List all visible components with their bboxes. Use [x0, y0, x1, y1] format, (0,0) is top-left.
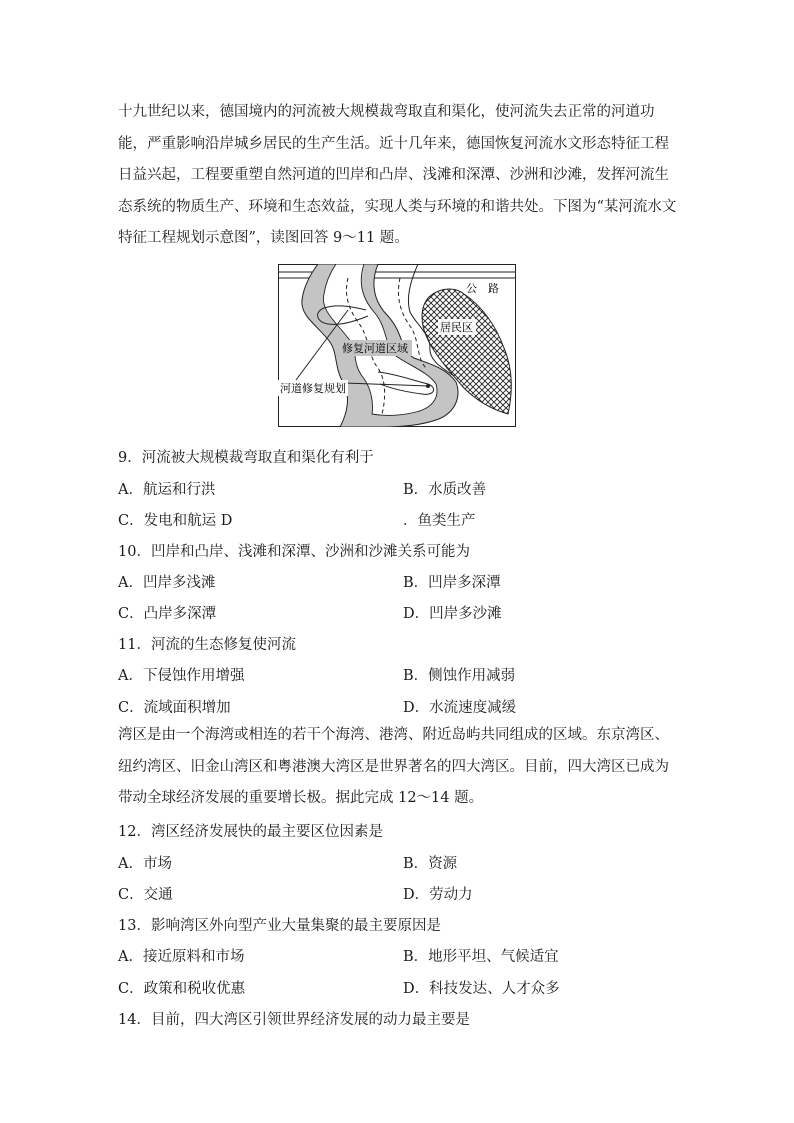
- passage-river: 十九世纪以来，德国境内的河流被大规模裁弯取直和渠化，使河流失去正常的河道功能，严重影响沿岸城乡居民的生产生活。近十几年来，德国恢复河流水文形态特征工程日益兴起，工程要重塑自然河道的凹岸和凸岸、浅滩和深潭、沙洲和沙滩，发挥河流生态系统的物质生产、环境和生态效益，实现人类与环境的和谐共处。下图为“某河流水文特征工程规划示意图”，读图回答 9～11 题。: [118, 104, 677, 246]
- q12-option-b[interactable]: B．资源: [403, 856, 458, 872]
- q12-option-d[interactable]: D．劳动力: [403, 887, 473, 903]
- q9-option-b[interactable]: B．水质改善: [403, 482, 487, 498]
- q9-option-d[interactable]: ．鱼类生产: [403, 513, 476, 529]
- q11-option-c[interactable]: C．流域面积增加: [118, 700, 231, 716]
- q9-option-c[interactable]: C．发电和航运 D: [118, 513, 233, 529]
- q11-option-a[interactable]: A．下侵蚀作用增强: [118, 668, 245, 684]
- q13-option-b[interactable]: B．地形平坦、气候适宜: [403, 949, 559, 965]
- question-10: 10．凹岸和凸岸、浅滩和深潭、沙洲和沙滩关系可能为: [118, 544, 470, 560]
- q9-option-a[interactable]: A．航运和行洪: [118, 482, 216, 498]
- q13-option-d[interactable]: D．科技发达、人才众多: [403, 981, 560, 997]
- q10-option-a[interactable]: A．凹岸多浅滩: [118, 575, 216, 591]
- q10-option-c[interactable]: C．凸岸多深潭: [118, 606, 217, 622]
- road-label: 公 路: [466, 282, 499, 295]
- q10-option-b[interactable]: B．凹岸多深潭: [403, 575, 501, 591]
- residential-label: 居民区: [440, 321, 473, 334]
- question-14: 14．目前，四大湾区引领世界经济发展的动力最主要是: [118, 1012, 470, 1028]
- q13-option-a[interactable]: A．接近原料和市场: [118, 949, 245, 965]
- q12-option-c[interactable]: C．交通: [118, 887, 173, 903]
- q11-option-d[interactable]: D．水流速度减缓: [403, 700, 517, 716]
- q10-option-d[interactable]: D．凹岸多沙滩: [403, 606, 502, 622]
- question-12: 12．湾区经济发展快的最主要区位因素是: [118, 824, 383, 840]
- q12-option-a[interactable]: A．市场: [118, 856, 172, 872]
- plan-label: 河道修复规划: [280, 382, 346, 395]
- river-restoration-map: [278, 264, 516, 427]
- q11-option-b[interactable]: B．侧蚀作用减弱: [403, 668, 516, 684]
- q13-option-c[interactable]: C．政策和税收优惠: [118, 981, 246, 997]
- question-11: 11．河流的生态修复使河流: [118, 637, 296, 653]
- question-13: 13．影响湾区外向型产业大量集聚的最主要原因是: [118, 918, 441, 934]
- question-9: 9．河流被大规模裁弯取直和渠化有利于: [118, 450, 374, 466]
- passage-bay-area: 湾区是由一个海湾或相连的若干个海湾、港湾、附近岛屿共同组成的区域。东京湾区、纽约湾区、旧金山湾区和粤港澳大湾区是世界著名的四大湾区。目前，四大湾区已成为带动全球经济发展的重要增长极。据此完成 12～14 题。: [118, 727, 669, 806]
- restoration-area-label: 修复河道区域: [342, 342, 408, 355]
